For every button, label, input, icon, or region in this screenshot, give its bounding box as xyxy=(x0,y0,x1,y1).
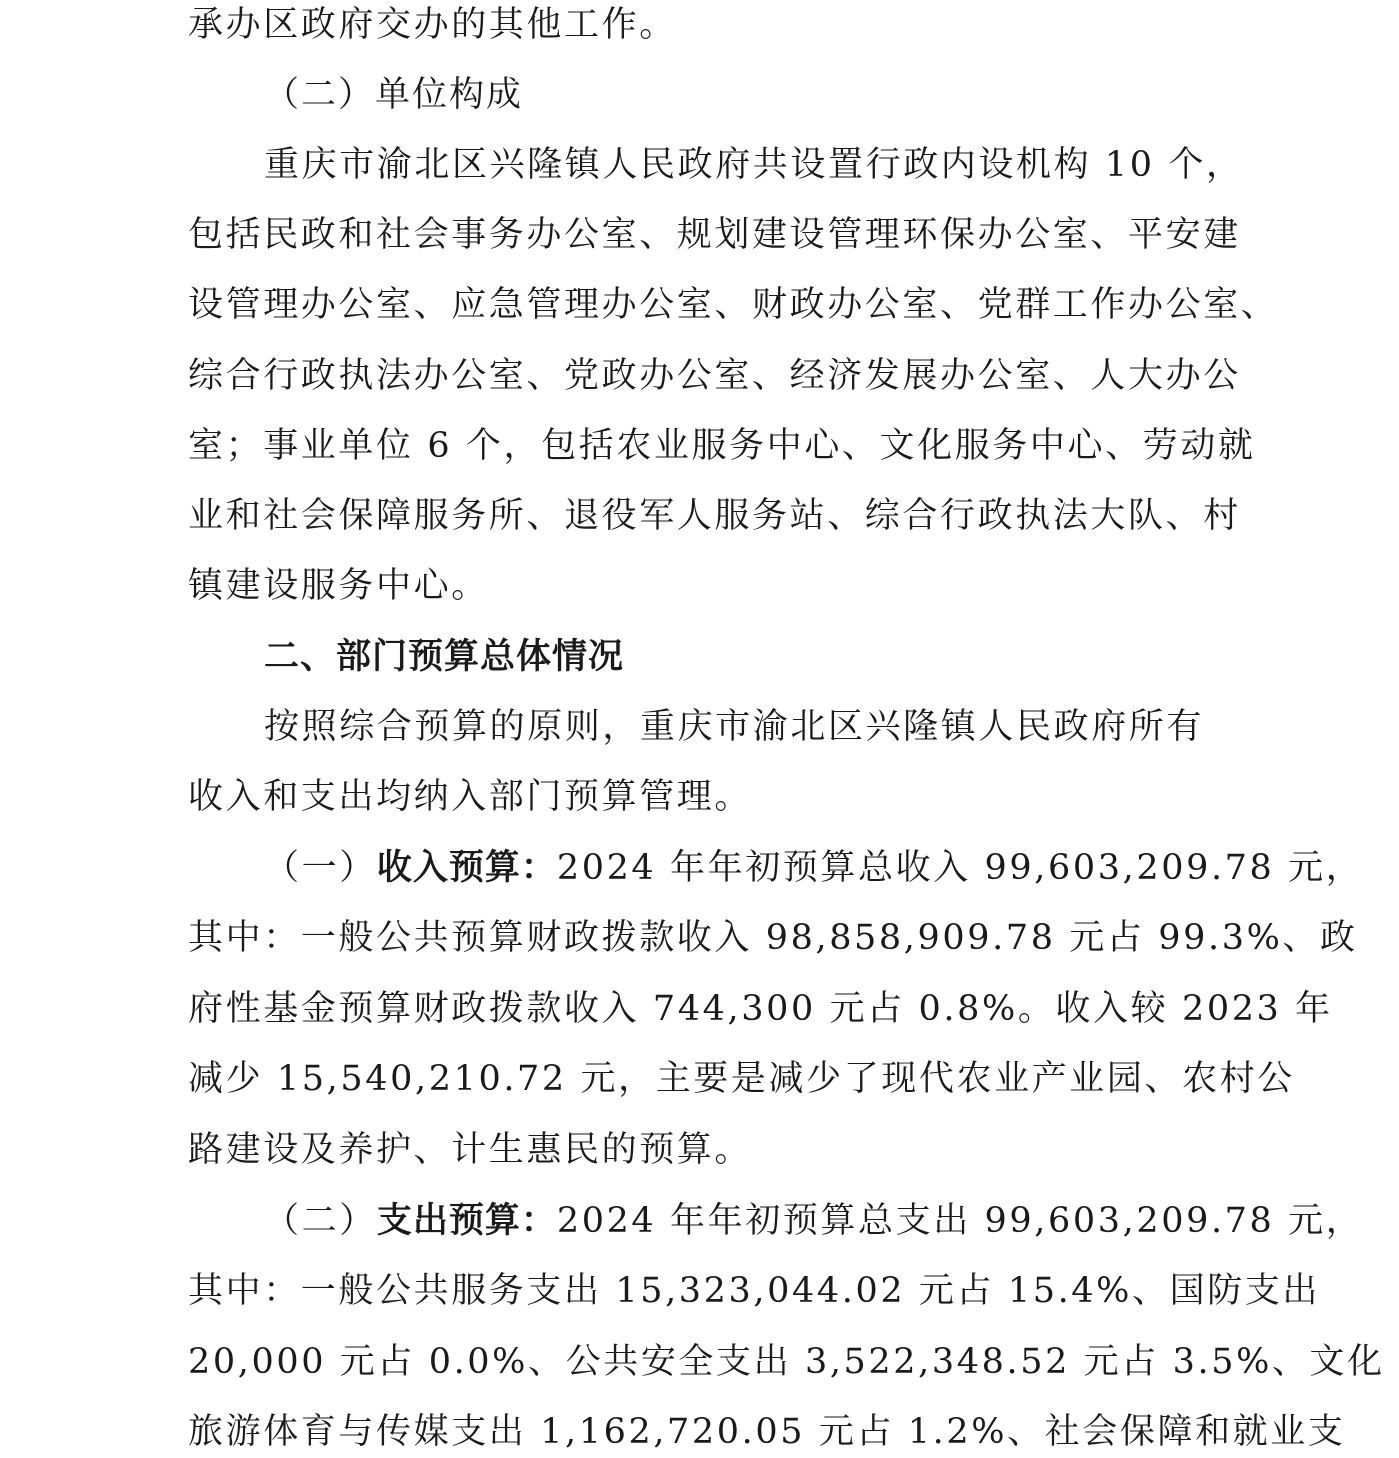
paragraph-line: 设管理办公室、应急管理办公室、财政办公室、党群工作办公室、 xyxy=(188,285,1279,325)
paragraph-line: 按照综合预算的原则，重庆市渝北区兴隆镇人民政府所有 xyxy=(264,707,1205,747)
section-subheading-unit-composition: （二）单位构成 xyxy=(264,75,524,115)
paragraph-line: 府性基金预算财政拨款收入 744,300 元占 0.8%。收入较 2023 年 xyxy=(188,989,1333,1029)
income-budget-text: 2024 年年初预算总收入 99,603,209.78 元， xyxy=(556,848,1364,888)
expense-budget-text: 2024 年年初预算总支出 99,603,209.78 元， xyxy=(556,1201,1364,1241)
expense-budget-label: 支出预算： xyxy=(376,1201,557,1241)
expense-budget-line xyxy=(264,1199,1364,1243)
income-budget-prefix: （一） xyxy=(264,848,377,888)
paragraph-line: 业和社会保障服务所、退役军人服务站、综合行政执法大队、村 xyxy=(188,496,1241,536)
paragraph-line: 旅游体育与传媒支出 1,162,720.05 元占 1.2%、社会保障和就业支 xyxy=(188,1412,1346,1452)
paragraph-line: 室；事业单位 6 个，包括农业服务中心、文化服务中心、劳动就 xyxy=(188,426,1256,466)
paragraph-line: 承办区政府交办的其他工作。 xyxy=(188,5,677,45)
paragraph-line: 减少 15,540,210.72 元，主要是减少了现代农业产业园、农村公 xyxy=(188,1059,1295,1099)
paragraph-line: 包括民政和社会事务办公室、规划建设管理环保办公室、平安建 xyxy=(188,215,1241,255)
paragraph-line: 镇建设服务中心。 xyxy=(188,566,489,606)
paragraph-line: 20,000 元占 0.0%、公共安全支出 3,522,348.52 元占 3.5%、文化 xyxy=(188,1342,1385,1382)
income-budget-label: 收入预算： xyxy=(376,848,557,888)
paragraph-line: 其中：一般公共服务支出 15,323,044.02 元占 15.4%、国防支出 xyxy=(188,1271,1321,1311)
expense-budget-prefix: （二） xyxy=(264,1201,377,1241)
paragraph-line: 路建设及养护、计生惠民的预算。 xyxy=(188,1130,753,1170)
paragraph-line: 重庆市渝北区兴隆镇人民政府共设置行政内设机构 10 个， xyxy=(264,145,1244,185)
paragraph-line: 综合行政执法办公室、党政办公室、经济发展办公室、人大办公 xyxy=(188,356,1241,396)
paragraph-line: 其中：一般公共预算财政拨款收入 98,858,909.78 元占 99.3%、政 xyxy=(188,918,1358,958)
paragraph-line: 收入和支出均纳入部门预算管理。 xyxy=(188,777,753,817)
section-heading-budget-overview: 二、部门预算总体情况 xyxy=(264,637,625,677)
income-budget-line xyxy=(264,846,1364,890)
